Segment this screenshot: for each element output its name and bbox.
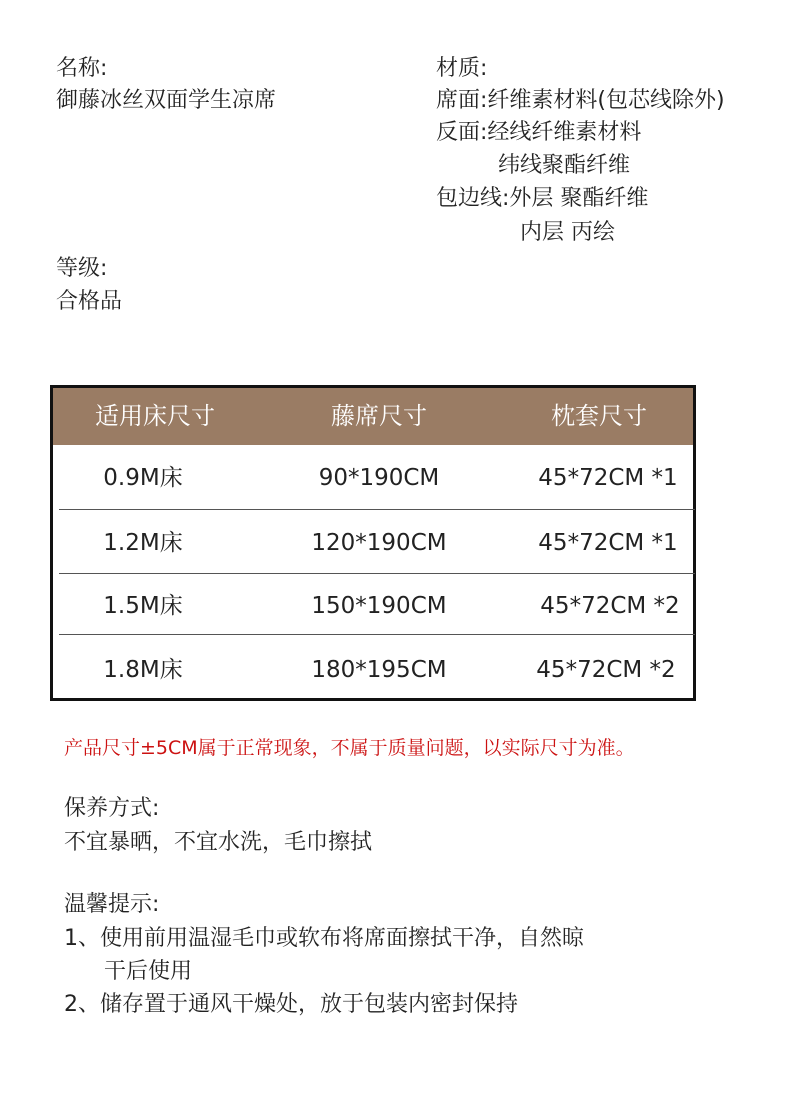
row-divider <box>59 634 695 635</box>
table-row <box>53 575 693 638</box>
material-line-edge-outer: 包边线:外层 聚酯纤维 <box>436 186 649 211</box>
cell-mat-size: 90*190CM <box>318 465 440 491</box>
cell-pillowcase-size: 45*72CM *2 <box>540 593 680 619</box>
grade-label: 等级: <box>56 256 108 281</box>
tip-line-1: 1、使用前用温湿毛巾或软布将席面擦拭干净，自然晾 <box>64 926 584 951</box>
cell-pillowcase-size: 45*72CM *1 <box>538 465 678 491</box>
header-pillowcase-size: 枕套尺寸 <box>551 402 647 430</box>
care-text: 不宜暴晒，不宜水洗，毛巾擦拭 <box>64 830 373 855</box>
cell-bed-size: 0.9M床 <box>103 465 183 491</box>
cell-pillowcase-size: 45*72CM *1 <box>538 530 678 556</box>
tip-line-1-continued: 干后使用 <box>104 959 193 984</box>
material-label: 材质: <box>436 56 488 81</box>
cell-bed-size: 1.8M床 <box>103 657 183 683</box>
grade-value: 合格品 <box>56 289 123 314</box>
product-name-label: 名称: <box>56 56 108 81</box>
cell-mat-size: 120*190CM <box>311 530 447 556</box>
cell-pillowcase-size: 45*72CM *2 <box>536 657 676 683</box>
material-line-face: 席面:纤维素材料(包芯线除外) <box>436 88 725 113</box>
tip-line-2: 2、储存置于通风干燥处，放于包装内密封保持 <box>64 992 518 1017</box>
header-mat-size: 藤席尺寸 <box>331 402 427 430</box>
size-table <box>50 385 696 701</box>
row-divider <box>59 509 695 510</box>
cell-bed-size: 1.5M床 <box>103 593 183 619</box>
cell-mat-size: 150*190CM <box>311 593 447 619</box>
material-line-back: 反面:经线纤维素材料 <box>436 120 642 145</box>
row-divider <box>59 573 695 574</box>
cell-bed-size: 1.2M床 <box>103 530 183 556</box>
table-row <box>53 639 693 702</box>
material-line-edge-inner: 内层 丙绘 <box>520 220 615 245</box>
size-tolerance-note: 产品尺寸±5CM属于正常现象，不属于质量问题，以实际尺寸为准。 <box>64 737 635 759</box>
table-row <box>53 512 693 575</box>
material-line-weft: 纬线聚酯纤维 <box>498 153 631 178</box>
product-name-value: 御藤冰丝双面学生凉席 <box>56 88 277 113</box>
cell-mat-size: 180*195CM <box>311 657 447 683</box>
table-header <box>53 388 693 445</box>
table-row <box>53 447 693 510</box>
header-bed-size: 适用床尺寸 <box>95 402 215 430</box>
tips-label: 温馨提示: <box>64 892 160 917</box>
care-label: 保养方式: <box>64 796 160 821</box>
